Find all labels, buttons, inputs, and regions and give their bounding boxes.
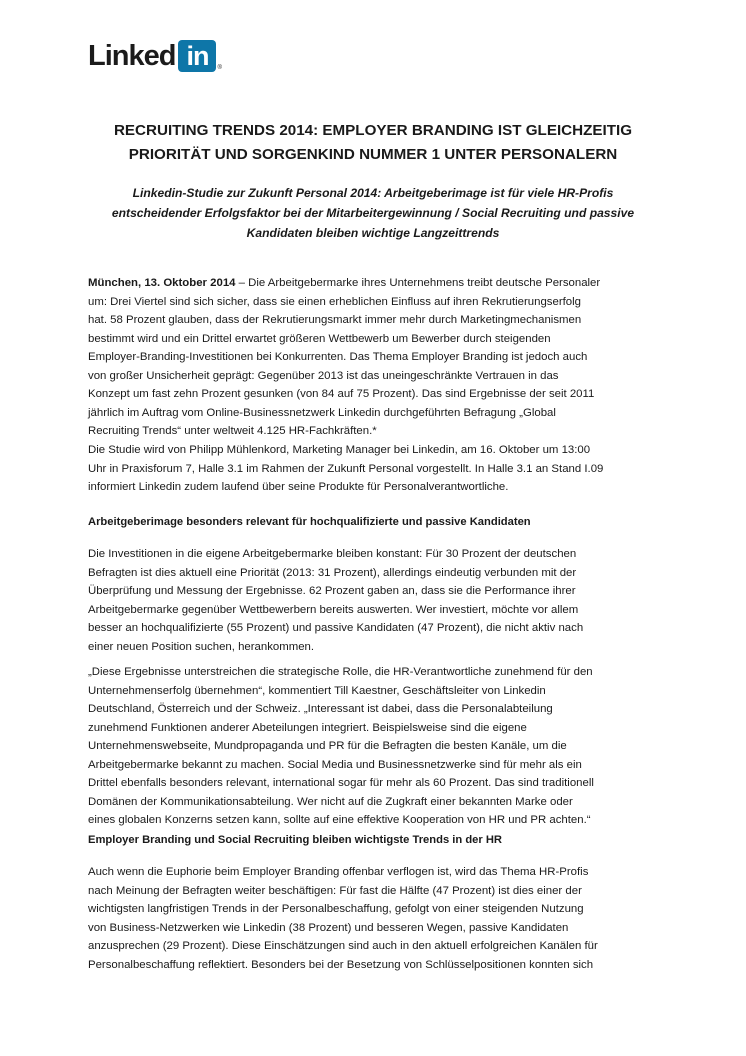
paragraph-intro <box>88 274 668 441</box>
paragraph-line: Konzept um fast zehn Prozent gesunken (von 84 auf 75 Prozent). Das sind Ergebnisse der seit 2011 <box>88 388 595 400</box>
subheadline-line: Linkedin-Studie zur Zukunft Personal 2014: Arbeitgeberimage ist für viele HR-Profis <box>132 186 614 200</box>
paragraph-line: Deutschland, Österreich und der Schweiz. „Interessant ist dabei, dass die Personalabteilung <box>88 703 553 715</box>
paragraph-investments <box>88 545 668 656</box>
paragraph-line: informiert Linkedin zudem laufend über seine Produkte für Personalverantwortliche. <box>88 481 509 493</box>
paragraph-line: von großer Unsicherheit geprägt: Gegenüber 2013 ist das uneingeschränkte Vertrauen in das <box>88 369 559 382</box>
paragraph-line: zunehmend Funktionen anderer Abeteilungen integriert. Beispielsweise sind die eigene <box>88 721 527 734</box>
paragraph-line: Unternehmenserfolg übernehmen“, kommentiert Till Kaestner, Geschäftsleiter von Linkedin <box>88 684 546 697</box>
paragraph-line: Arbeitgebermarke gegenüber Wettbewerbern bereits auswerten. Wer investiert, möchte vor allem <box>88 603 579 616</box>
headline-line: RECRUITING TRENDS 2014: EMPLOYER BRANDING IST GLEICHZEITIG <box>113 122 633 139</box>
paragraph-line: eines globalen Konzerns setzen kann, sollte auf eine effektive Kooperation von HR und PR achten.“ <box>88 814 591 826</box>
paragraph-line: Drittel ebenfalls besonders relevant, international sogar für mehr als 60 Prozent. Das sind traditionell <box>88 777 594 789</box>
paragraph-line: jährlich im Auftrag vom Online-Businessnetzwerk Linkedin durchgeführten Befragung „Global <box>88 406 556 419</box>
logo-in-box: in <box>178 40 216 72</box>
paragraph-quote <box>88 663 668 830</box>
paragraph-line: besser an hochqualifizierte (55 Prozent) und passive Kandidaten (47 Prozent), die nicht aktiv nach <box>88 622 584 634</box>
paragraph-line: Überprüfung und Messung der Ergebnisse. 62 Prozent gaben an, dass sie die Performance ihrer <box>88 585 576 597</box>
paragraph-line: Personalbeschaffung reflektiert. Besonders bei der Besetzung von Schlüsselpositionen konnten sich <box>88 958 594 971</box>
paragraph-line: Befragten ist dies aktuell eine Priorität (2013: 31 Prozent), allerdings eindeutig verbunden mit der <box>88 566 577 579</box>
paragraph-line: Domänen der Kommunikationsabteilung. Wer nicht auf die Zugkraft einer bekannten Marke oder <box>88 795 573 808</box>
paragraph-text: – Die Arbeitgebermarke ihres Unternehmens treibt deutsche Personaler <box>235 277 601 289</box>
subheadline-line: Kandidaten bleiben wichtige Langzeittrends <box>246 226 500 240</box>
subheadline <box>60 183 686 243</box>
paragraph-line: um: Drei Viertel sind sich sicher, dass sie einen erheblichen Einfluss auf ihren Rekrutierungserfolg <box>88 295 582 308</box>
dateline: München, 13. Oktober 2014 <box>88 277 236 289</box>
subheadline-line: entscheidender Erfolgsfaktor bei der Mitarbeitergewinnung / Social Recruiting und passive <box>111 206 635 220</box>
headline <box>60 119 686 167</box>
paragraph-line: Unternehmenswebseite, Mundpropaganda und PR für die Befragten die besten Kanäle, um die <box>88 740 567 752</box>
paragraph-line: Employer-Branding-Investitionen bei Konkurrenten. Das Thema Employer Branding ist jedoch auch <box>88 351 588 363</box>
paragraph-line: Arbeitgebermarke bekannt zu machen. Social Media und Businessnetzwerke sind für mehr als ein <box>88 758 582 771</box>
paragraph-line: „Diese Ergebnisse unterstreichen die strategische Rolle, die HR-Verantwortliche zunehmend für den <box>88 666 593 678</box>
paragraph-line: einer neuen Position suchen, herankommen. <box>88 640 315 653</box>
paragraph-line: bestimmt wird und ein Drittel erwartet größeren Wettbewerb um Bewerber durch steigenden <box>88 332 551 345</box>
paragraph-line: hat. 58 Prozent glauben, dass der Rekrutierungsmarkt immer mehr durch Marketingmechanismen <box>88 314 582 326</box>
logo-registered-mark: ® <box>217 65 222 71</box>
paragraph-trends <box>88 863 668 974</box>
paragraph-line: Die Investitionen in die eigene Arbeitgebermarke bleiben konstant: Für 30 Prozent der deutschen <box>88 548 577 560</box>
linkedin-logo <box>88 40 222 72</box>
logo-wordmark: Linked <box>88 40 176 72</box>
paragraph-line: Recruiting Trends“ unter weltweit 4.125 HR-Fachkräften.* <box>88 425 377 437</box>
paragraph-line: wichtigsten langfristigen Trends in der Personalbeschaffung, gefolgt von einer steigenden Nutzung <box>88 903 584 915</box>
paragraph-line: anzusprechen (29 Prozent). Diese Einschätzungen sind auch in den aktuell erfolgreichen Kanälen für <box>88 940 598 952</box>
paragraph-line: Auch wenn die Euphorie beim Employer Branding offenbar verflogen ist, wird das Thema HR-Profis <box>88 866 589 878</box>
headline-line: PRIORITÄT UND SORGENKIND NUMMER 1 UNTER PERSONALERN <box>128 146 618 163</box>
paragraph-presentation <box>88 441 668 497</box>
section-heading: Employer Branding und Social Recruiting bleiben wichtigste Trends in der HR <box>88 834 502 846</box>
paragraph-line: von Business-Netzwerken wie Linkedin (38 Prozent) und besseren Wegen, passive Kandidaten <box>88 921 569 934</box>
paragraph-line: Uhr in Praxisforum 7, Halle 3.1 im Rahmen der Zukunft Personal vorgestellt. In Halle 3.1 an Stand I.09 <box>88 462 604 475</box>
paragraph-line <box>88 274 668 293</box>
section-heading: Arbeitgeberimage besonders relevant für hochqualifizierte und passive Kandidaten <box>88 516 531 528</box>
paragraph-line: Die Studie wird von Philipp Mühlenkord, Marketing Manager bei Linkedin, am 16. Oktober um 13:00 <box>88 444 591 456</box>
paragraph-line: nach Meinung der Befragten weiter beschäftigen: Für fast die Hälfte (47 Prozent) ist dies einer der <box>88 884 582 897</box>
